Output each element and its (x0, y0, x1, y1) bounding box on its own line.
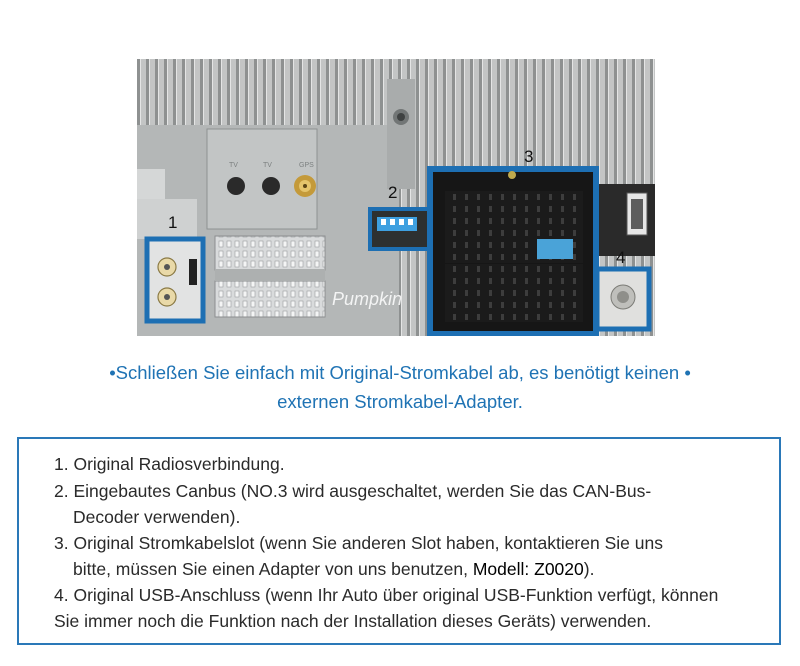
feature-item-1: 1. Original Radiosverbindung. (54, 454, 285, 474)
feature-item-4-line-2: Sie immer noch die Funktion nach der Installation dieses Geräts) verwenden. (54, 611, 652, 631)
callout-1: 1 (168, 213, 178, 232)
tagline-line-1: •Schließen Sie einfach mit Original-Stromkabel ab, es benötigt keinen • (109, 362, 691, 383)
feature-list-box (17, 437, 781, 645)
callout-2: 2 (388, 183, 398, 202)
feature-item-2-line-1: 2. Eingebautes Canbus (NO.3 wird ausgeschaltet, werden Sie das CAN-Bus- (54, 481, 652, 501)
product-back-photo (137, 59, 655, 336)
brand-watermark: Pumpkin (332, 289, 403, 309)
feature-item-2-line-2: Decoder verwenden). (73, 507, 241, 527)
tagline (20, 358, 780, 416)
model-number: Modell: Z0020 (472, 559, 584, 579)
svg-text:GPS: GPS (299, 162, 314, 169)
tagline-line-2: externen Stromkabel-Adapter. (277, 391, 523, 412)
feature-item-3-text: bitte, müssen Sie einen Adapter von uns benutzen, (73, 559, 473, 579)
callout-4: 4 (616, 248, 626, 267)
svg-text:TV: TV (263, 162, 272, 169)
svg-text:TV: TV (229, 162, 238, 169)
callout-3: 3 (524, 147, 534, 166)
feature-item-4-line-1: 4. Original USB-Anschluss (wenn Ihr Auto über original USB-Funktion verfügt, können (54, 585, 719, 605)
feature-item-3-line-1: 3. Original Stromkabelslot (wenn Sie anderen Slot haben, kontaktieren Sie uns (54, 533, 663, 553)
feature-item-3-end: ). (583, 559, 595, 579)
feature-item-3-line-2 (73, 559, 594, 580)
